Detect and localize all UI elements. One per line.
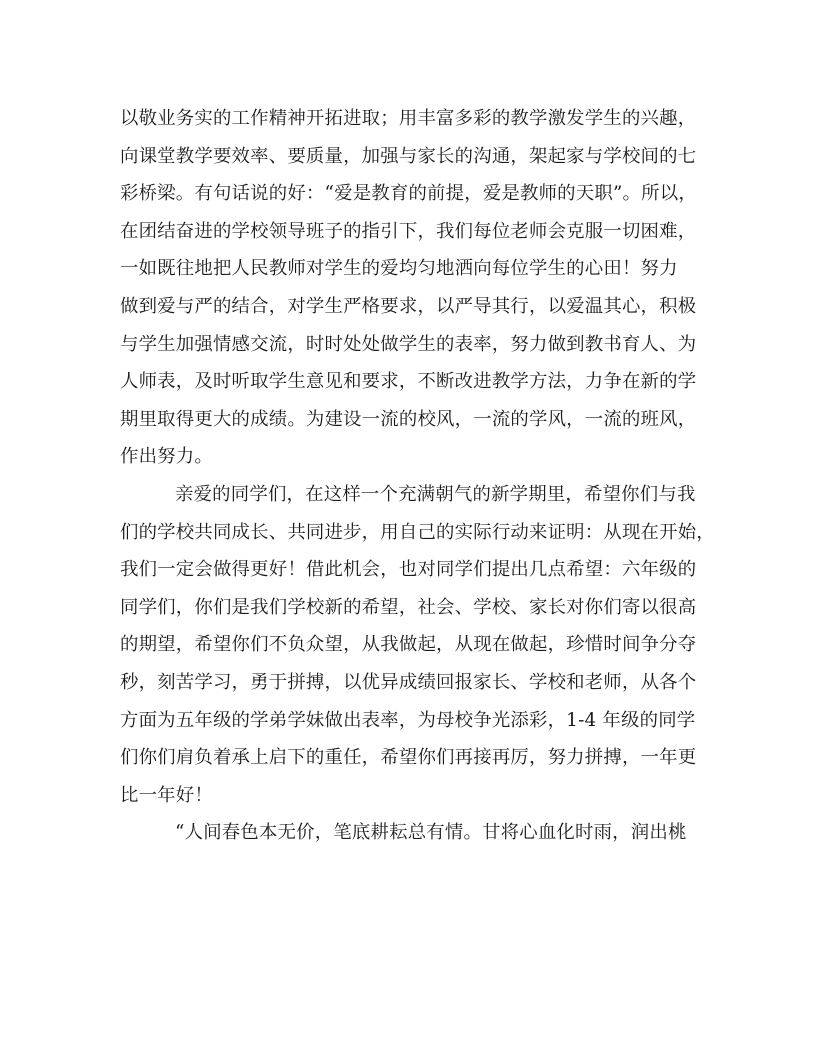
text-line: 作出努力。 — [120, 446, 213, 468]
text-line: 我们一定会做得更好！借此机会，也对同学们提出几点希望：六年级的 — [120, 559, 697, 581]
text-line: 们的学校共同成长、共同进步，用自己的实际行动来证明：从现在开始， — [120, 521, 715, 543]
text-line: 们你们肩负着承上启下的重任，希望你们再接再厉，努力拼搏，一年更 — [120, 747, 697, 769]
text-line: 人师表，及时听取学生意见和要求，不断改进教学方法，力争在新的学 — [120, 371, 697, 393]
text-line: 做到爱与严的结合，对学生严格要求，以严导其行，以爱温其心，积极 — [120, 295, 697, 317]
text-line-indented: 亲爱的同学们，在这样一个充满朝气的新学期里，希望你们与我 — [175, 483, 696, 505]
paragraph-1 — [120, 100, 700, 476]
text-line: 向课堂教学要效率、要质量，加强与家长的沟通，架起家与学校间的七 — [120, 145, 697, 167]
text-line: 秒，刻苦学习，勇于拼搏，以优异成绩回报家长、学校和老师，从各个 — [120, 671, 697, 693]
text-line: 以敬业务实的工作精神开拓进取；用丰富多彩的教学激发学生的兴趣， — [120, 108, 697, 129]
text-line: 方面为五年级的学弟学妹做出表率，为母校争光添彩，1-4 年级的同学 — [120, 709, 696, 731]
text-line: 的期望，希望你们不负众望，从我做起，从现在做起，珍惜时间争分夺 — [120, 634, 697, 656]
paragraph-3 — [120, 814, 700, 852]
text-line: 彩桥梁。有句话说的好：“爱是教育的前提，爱是教师的天职”。所以， — [120, 183, 697, 205]
text-line-indented: “人间春色本无价，笔底耕耘总有情。甘将心血化时雨，润出桃 — [175, 822, 687, 844]
text-line: 期里取得更大的成绩。为建设一流的校风，一流的学风，一流的班风， — [120, 408, 697, 430]
text-line: 与学生加强情感交流，时时处处做学生的表率，努力做到教书育人、为 — [120, 333, 697, 355]
body-text — [120, 100, 715, 852]
text-line: 一如既往地把人民教师对学生的爱均匀地洒向每位学生的心田！努力 — [120, 258, 678, 280]
paragraph-2 — [120, 476, 715, 814]
text-line: 比一年好！ — [120, 784, 213, 806]
text-line: 在团结奋进的学校领导班子的指引下，我们每位老师会克服一切困难， — [120, 220, 697, 242]
text-line: 同学们，你们是我们学校新的希望，社会、学校、家长对你们寄以很高 — [120, 596, 697, 618]
